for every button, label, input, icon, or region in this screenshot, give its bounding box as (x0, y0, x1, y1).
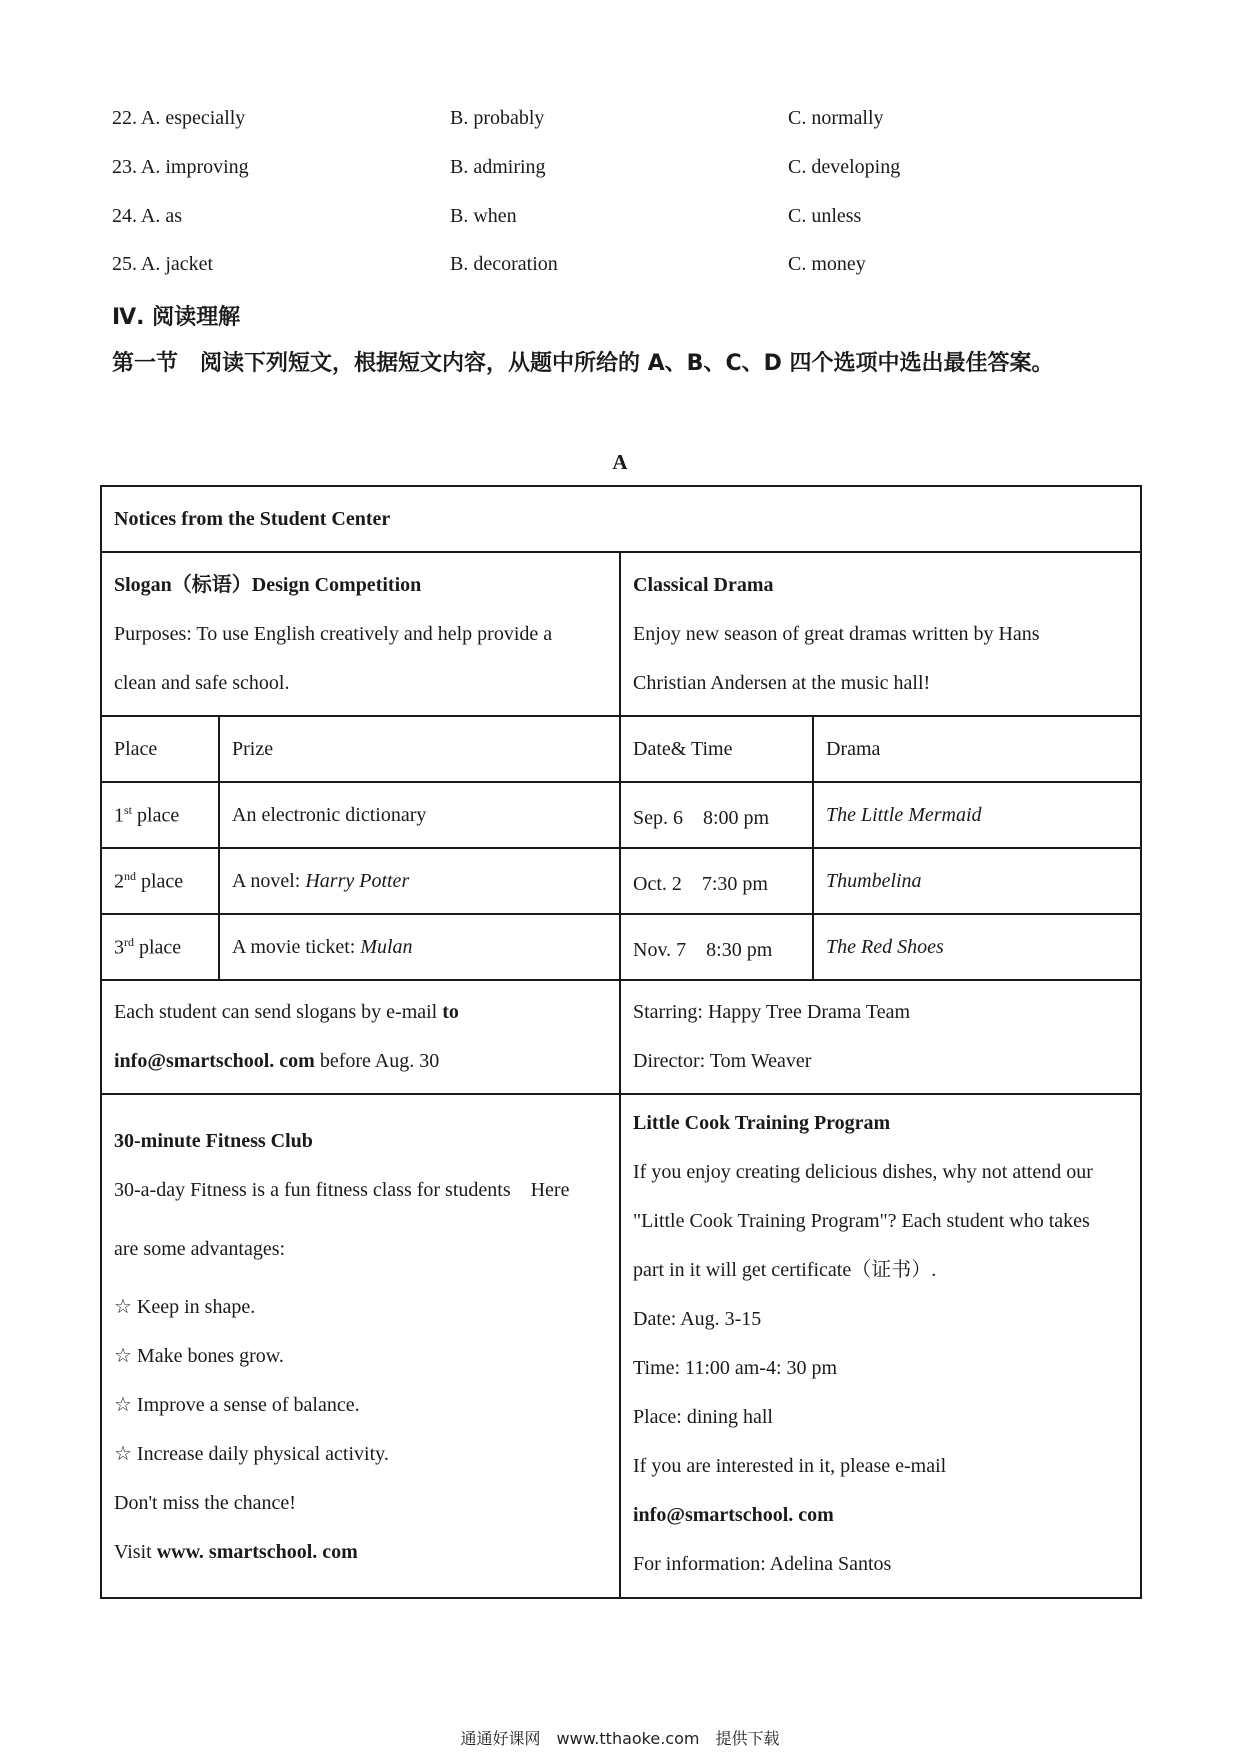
drama-credits-cell (620, 980, 1141, 1094)
table-row (101, 848, 1141, 914)
slogan-intro-cell (101, 552, 620, 716)
section-title: Ⅳ. 阅读理解 (112, 305, 241, 330)
option-c: C. money (788, 253, 866, 275)
slogan-deadline: before Aug. 30 (314, 1050, 440, 1072)
cook-email: info@smartschool. com (633, 1504, 834, 1526)
cook-cell (620, 1094, 1141, 1598)
drama-cell: The Little Mermaid (813, 782, 1141, 848)
option-a: 24. A. as (112, 205, 182, 227)
drama-cell: The Red Shoes (813, 914, 1141, 980)
list-item: ☆ Make bones grow. (114, 1345, 284, 1367)
option-a: 23. A. improving (112, 156, 249, 178)
drama-director: Director: Tom Weaver (633, 1050, 812, 1072)
cook-line2: "Little Cook Training Program"? Each student who takes (633, 1210, 1090, 1232)
option-a: 22. A. especially (112, 107, 246, 129)
fitness-cell (101, 1094, 620, 1598)
place-cell: 2nd place (101, 848, 219, 914)
list-item: ☆ Improve a sense of balance. (114, 1394, 360, 1416)
place-cell: 3rd place (101, 914, 219, 980)
col-header-date: Date& Time (620, 716, 813, 782)
date-cell: Oct. 2 7:30 pm (620, 848, 813, 914)
fitness-site: www. smartschool. com (156, 1541, 358, 1563)
cook-time: Time: 11:00 am-4: 30 pm (633, 1357, 838, 1379)
drama-starring: Starring: Happy Tree Drama Team (633, 1001, 911, 1023)
cook-interest: If you are interested in it, please e-mail (633, 1455, 947, 1477)
option-b: B. admiring (450, 156, 546, 178)
drama-title: Classical Drama (633, 573, 774, 596)
prize-cell: An electronic dictionary (219, 782, 620, 848)
question-25 (112, 253, 1112, 283)
col-header-drama: Drama (813, 716, 1141, 782)
cook-line3: part in it will get certificate（证书）. (633, 1259, 937, 1281)
fitness-title: 30-minute Fitness Club (114, 1130, 313, 1152)
drama-cell: Thumbelina (813, 848, 1141, 914)
option-b: B. probably (450, 107, 545, 129)
option-a: 25. A. jacket (112, 253, 214, 275)
slogan-title: Slogan（标语）Design Competition (114, 573, 422, 596)
slogan-email: info@smartschool. com (114, 1050, 315, 1072)
question-23 (112, 156, 1112, 186)
question-24 (112, 205, 1112, 235)
fitness-miss: Don't miss the chance! (114, 1492, 296, 1514)
option-c: C. unless (788, 205, 862, 227)
date-cell: Sep. 6 8:00 pm (620, 782, 813, 848)
cook-info: For information: Adelina Santos (633, 1553, 892, 1575)
drama-desc-line1: Enjoy new season of great dramas written by Hans (633, 622, 1040, 645)
section-instruction: 第一节 阅读下列短文，根据短文内容，从题中所给的 A、B、C、D 四个选项中选出最佳答案。 (112, 351, 1054, 376)
slogan-send-to: to (442, 1001, 459, 1023)
col-header-prize: Prize (219, 716, 620, 782)
option-c: C. normally (788, 107, 884, 129)
passage-label: A (612, 450, 628, 474)
notice-table (100, 485, 1142, 1599)
fitness-desc-line2: are some advantages: (114, 1238, 286, 1260)
page-footer: 通通好课网 www.tthaoke.com 提供下载 (460, 1729, 780, 1748)
cook-date: Date: Aug. 3-15 (633, 1308, 762, 1330)
drama-intro-cell (620, 552, 1141, 716)
cook-title: Little Cook Training Program (633, 1112, 891, 1134)
slogan-submit-cell (101, 980, 620, 1094)
option-c: C. developing (788, 156, 901, 178)
slogan-send-text: Each student can send slogans by e-mail (114, 1001, 443, 1023)
option-b: B. when (450, 205, 517, 227)
slogan-purpose-line2: clean and safe school. (114, 671, 290, 694)
fitness-desc-line1: 30-a-day Fitness is a fun fitness class for students Here (114, 1179, 570, 1201)
list-item: ☆ Keep in shape. (114, 1296, 256, 1318)
drama-desc-line2: Christian Andersen at the music hall! (633, 671, 931, 694)
notice-header: Notices from the Student Center (101, 486, 1141, 552)
cook-line1: If you enjoy creating delicious dishes, why not attend our (633, 1161, 1093, 1183)
place-cell: 1st place (101, 782, 219, 848)
date-cell: Nov. 7 8:30 pm (620, 914, 813, 980)
prize-cell: A movie ticket: Mulan (219, 914, 620, 980)
table-row (101, 914, 1141, 980)
list-item: ☆ Increase daily physical activity. (114, 1443, 389, 1465)
table-row (101, 782, 1141, 848)
cook-place: Place: dining hall (633, 1406, 773, 1428)
col-header-place: Place (101, 716, 219, 782)
prize-cell: A novel: Harry Potter (219, 848, 620, 914)
option-b: B. decoration (450, 253, 558, 275)
fitness-visit: Visit (114, 1541, 157, 1563)
question-22 (112, 107, 1112, 137)
slogan-purpose-line1: Purposes: To use English creatively and help provide a (114, 622, 553, 645)
